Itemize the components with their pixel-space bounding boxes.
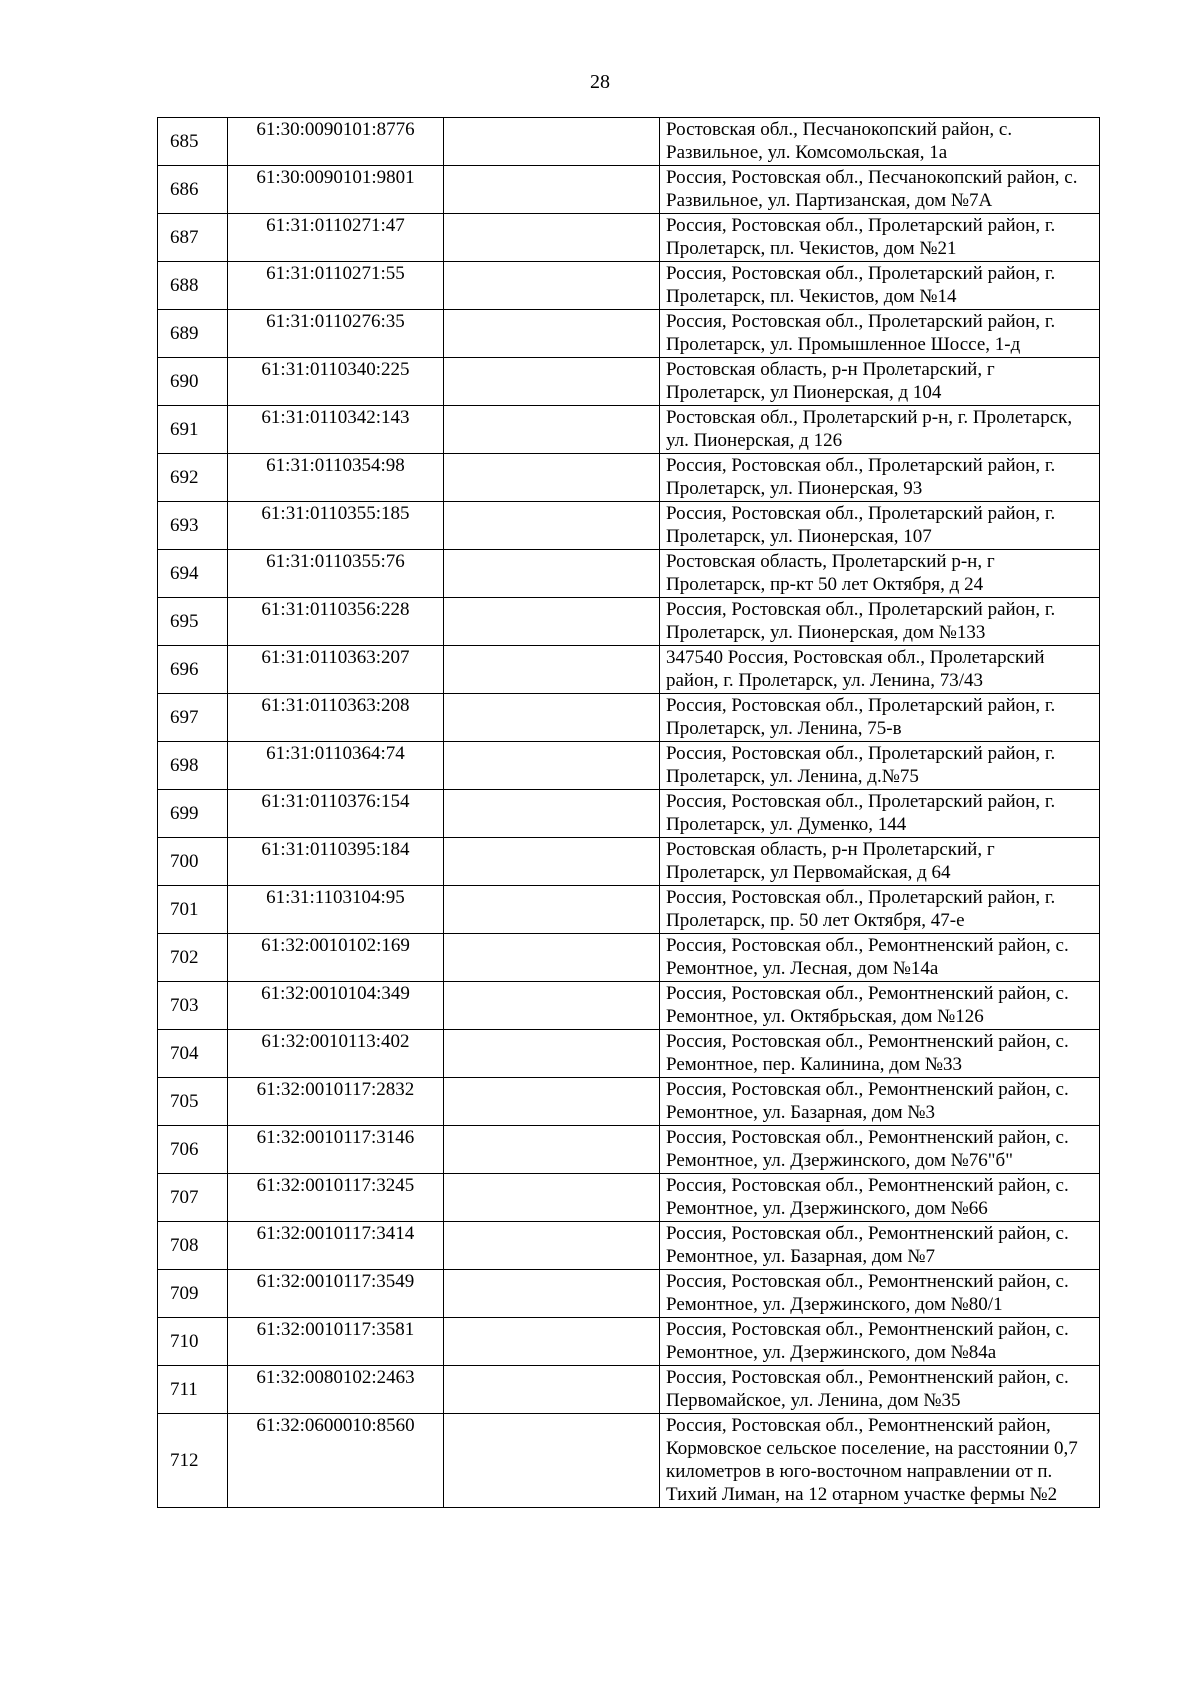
empty-cell — [444, 742, 660, 790]
row-number-cell: 709 — [158, 1270, 228, 1318]
address-cell: Россия, Ростовская обл., Ремонтненский район, с. Ремонтное, ул. Лесная, дом №14а — [660, 934, 1100, 982]
table-row — [158, 166, 1100, 214]
cadastral-number-cell: 61:32:0010117:3581 — [228, 1318, 444, 1366]
table-row — [158, 646, 1100, 694]
empty-cell — [444, 1174, 660, 1222]
table-row — [158, 1318, 1100, 1366]
empty-cell — [444, 502, 660, 550]
cadastral-number-cell: 61:31:0110355:185 — [228, 502, 444, 550]
empty-cell — [444, 886, 660, 934]
empty-cell — [444, 934, 660, 982]
address-cell: Россия, Ростовская обл., Пролетарский район, г. Пролетарск, ул. Промышленное Шоссе, 1-д — [660, 310, 1100, 358]
cadastral-number-cell: 61:32:0010104:349 — [228, 982, 444, 1030]
cadastral-number-cell: 61:30:0090101:9801 — [228, 166, 444, 214]
empty-cell — [444, 358, 660, 406]
address-cell: Россия, Ростовская обл., Пролетарский район, г. Пролетарск, ул. Ленина, 75-в — [660, 694, 1100, 742]
row-number-cell: 688 — [158, 262, 228, 310]
empty-cell — [444, 982, 660, 1030]
address-cell: Россия, Ростовская обл., Пролетарский район, г. Пролетарск, ул. Ленина, д.№75 — [660, 742, 1100, 790]
table-row — [158, 1030, 1100, 1078]
empty-cell — [444, 214, 660, 262]
row-number-cell: 698 — [158, 742, 228, 790]
empty-cell — [444, 838, 660, 886]
address-cell: Россия, Ростовская обл., Пролетарский район, г. Пролетарск, пл. Чекистов, дом №14 — [660, 262, 1100, 310]
row-number-cell: 700 — [158, 838, 228, 886]
empty-cell — [444, 550, 660, 598]
table-row — [158, 1270, 1100, 1318]
empty-cell — [444, 166, 660, 214]
address-cell: Россия, Ростовская обл., Ремонтненский район, с. Ремонтное, ул. Дзержинского, дом №66 — [660, 1174, 1100, 1222]
cadastral-number-cell: 61:31:0110363:207 — [228, 646, 444, 694]
address-cell: Ростовская область, р-н Пролетарский, г Пролетарск, ул Пионерская, д 104 — [660, 358, 1100, 406]
page-number: 28 — [590, 71, 610, 93]
empty-cell — [444, 1222, 660, 1270]
address-cell: Россия, Ростовская обл., Ремонтненский район, с. Первомайское, ул. Ленина, дом №35 — [660, 1366, 1100, 1414]
empty-cell — [444, 118, 660, 166]
row-number-cell: 701 — [158, 886, 228, 934]
table-row — [158, 454, 1100, 502]
row-number-cell: 703 — [158, 982, 228, 1030]
cadastral-number-cell: 61:31:0110271:47 — [228, 214, 444, 262]
address-cell: Россия, Ростовская обл., Ремонтненский район, с. Ремонтное, пер. Калинина, дом №33 — [660, 1030, 1100, 1078]
row-number-cell: 685 — [158, 118, 228, 166]
empty-cell — [444, 1270, 660, 1318]
cadastral-number-cell: 61:32:0010117:2832 — [228, 1078, 444, 1126]
address-cell: Россия, Ростовская обл., Пролетарский район, г. Пролетарск, пр. 50 лет Октября, 47-е — [660, 886, 1100, 934]
empty-cell — [444, 598, 660, 646]
cadastral-number-cell: 61:31:0110271:55 — [228, 262, 444, 310]
cadastral-number-cell: 61:30:0090101:8776 — [228, 118, 444, 166]
table-row — [158, 742, 1100, 790]
table-row — [158, 1414, 1100, 1508]
cadastral-number-cell: 61:32:0600010:8560 — [228, 1414, 444, 1508]
row-number-cell: 702 — [158, 934, 228, 982]
table-row — [158, 838, 1100, 886]
address-cell: Россия, Ростовская обл., Пролетарский район, г. Пролетарск, пл. Чекистов, дом №21 — [660, 214, 1100, 262]
address-cell: Россия, Ростовская обл., Ремонтненский район, с. Ремонтное, ул. Октябрьская, дом №126 — [660, 982, 1100, 1030]
row-number-cell: 699 — [158, 790, 228, 838]
address-cell: Россия, Ростовская обл., Песчанокопский район, с. Развильное, ул. Партизанская, дом №7А — [660, 166, 1100, 214]
empty-cell — [444, 646, 660, 694]
cadastral-number-cell: 61:31:0110363:208 — [228, 694, 444, 742]
address-cell: Россия, Ростовская обл., Ремонтненский район, Кормовское сельское поселение, на расстоянии 0,7 километров в юго-восточном направлении от п. Тихий Лиман, на 12 отарном участке фермы №2 — [660, 1414, 1100, 1508]
table-row — [158, 214, 1100, 262]
address-cell: Россия, Ростовская обл., Ремонтненский район, с. Ремонтное, ул. Дзержинского, дом №84а — [660, 1318, 1100, 1366]
row-number-cell: 707 — [158, 1174, 228, 1222]
address-cell: Ростовская область, Пролетарский р-н, г Пролетарск, пр-кт 50 лет Октября, д 24 — [660, 550, 1100, 598]
row-number-cell: 708 — [158, 1222, 228, 1270]
empty-cell — [444, 454, 660, 502]
table-row — [158, 934, 1100, 982]
empty-cell — [444, 1318, 660, 1366]
empty-cell — [444, 790, 660, 838]
empty-cell — [444, 262, 660, 310]
table-row — [158, 502, 1100, 550]
row-number-cell: 697 — [158, 694, 228, 742]
cadastral-number-cell: 61:32:0010117:3245 — [228, 1174, 444, 1222]
cadastral-number-cell: 61:32:0010117:3549 — [228, 1270, 444, 1318]
property-table — [157, 117, 1100, 1508]
row-number-cell: 706 — [158, 1126, 228, 1174]
address-cell: Россия, Ростовская обл., Пролетарский район, г. Пролетарск, ул. Пионерская, 93 — [660, 454, 1100, 502]
row-number-cell: 696 — [158, 646, 228, 694]
address-cell: Россия, Ростовская обл., Ремонтненский район, с. Ремонтное, ул. Дзержинского, дом №76"б" — [660, 1126, 1100, 1174]
row-number-cell: 687 — [158, 214, 228, 262]
cadastral-number-cell: 61:31:0110395:184 — [228, 838, 444, 886]
cadastral-number-cell: 61:31:0110276:35 — [228, 310, 444, 358]
row-number-cell: 689 — [158, 310, 228, 358]
table-row — [158, 790, 1100, 838]
address-cell: Россия, Ростовская обл., Пролетарский район, г. Пролетарск, ул. Пионерская, 107 — [660, 502, 1100, 550]
row-number-cell: 692 — [158, 454, 228, 502]
cadastral-number-cell: 61:31:0110356:228 — [228, 598, 444, 646]
cadastral-number-cell: 61:31:0110364:74 — [228, 742, 444, 790]
row-number-cell: 695 — [158, 598, 228, 646]
table-row — [158, 262, 1100, 310]
row-number-cell: 710 — [158, 1318, 228, 1366]
empty-cell — [444, 1366, 660, 1414]
table-row — [158, 406, 1100, 454]
address-cell: Россия, Ростовская обл., Ремонтненский район, с. Ремонтное, ул. Дзержинского, дом №80/1 — [660, 1270, 1100, 1318]
address-cell: Россия, Ростовская обл., Пролетарский район, г. Пролетарск, ул. Пионерская, дом №133 — [660, 598, 1100, 646]
empty-cell — [444, 1030, 660, 1078]
address-cell: Ростовская область, р-н Пролетарский, г Пролетарск, ул Первомайская, д 64 — [660, 838, 1100, 886]
empty-cell — [444, 1126, 660, 1174]
cadastral-number-cell: 61:31:1103104:95 — [228, 886, 444, 934]
cadastral-number-cell: 61:31:0110340:225 — [228, 358, 444, 406]
empty-cell — [444, 406, 660, 454]
table-row — [158, 982, 1100, 1030]
row-number-cell: 694 — [158, 550, 228, 598]
row-number-cell: 691 — [158, 406, 228, 454]
address-cell: Россия, Ростовская обл., Ремонтненский район, с. Ремонтное, ул. Базарная, дом №3 — [660, 1078, 1100, 1126]
row-number-cell: 686 — [158, 166, 228, 214]
table-row — [158, 886, 1100, 934]
cadastral-number-cell: 61:32:0010117:3146 — [228, 1126, 444, 1174]
empty-cell — [444, 1414, 660, 1508]
cadastral-number-cell: 61:32:0010117:3414 — [228, 1222, 444, 1270]
table-row — [158, 358, 1100, 406]
cadastral-number-cell: 61:31:0110355:76 — [228, 550, 444, 598]
table-row — [158, 118, 1100, 166]
table-row — [158, 1174, 1100, 1222]
row-number-cell: 711 — [158, 1366, 228, 1414]
address-cell: Ростовская обл., Песчанокопский район, с. Развильное, ул. Комсомольская, 1а — [660, 118, 1100, 166]
table-row — [158, 310, 1100, 358]
address-cell: Ростовская обл., Пролетарский р-н, г. Пролетарск, ул. Пионерская, д 126 — [660, 406, 1100, 454]
cadastral-number-cell: 61:32:0010113:402 — [228, 1030, 444, 1078]
empty-cell — [444, 1078, 660, 1126]
row-number-cell: 704 — [158, 1030, 228, 1078]
row-number-cell: 705 — [158, 1078, 228, 1126]
property-table-body — [158, 118, 1100, 1508]
empty-cell — [444, 694, 660, 742]
cadastral-number-cell: 61:31:0110354:98 — [228, 454, 444, 502]
table-row — [158, 1078, 1100, 1126]
table-row — [158, 598, 1100, 646]
table-row — [158, 694, 1100, 742]
table-row — [158, 1222, 1100, 1270]
cadastral-number-cell: 61:31:0110376:154 — [228, 790, 444, 838]
address-cell: 347540 Россия, Ростовская обл., Пролетарский район, г. Пролетарск, ул. Ленина, 73/43 — [660, 646, 1100, 694]
cadastral-number-cell: 61:32:0080102:2463 — [228, 1366, 444, 1414]
table-row — [158, 550, 1100, 598]
cadastral-number-cell: 61:32:0010102:169 — [228, 934, 444, 982]
table-row — [158, 1126, 1100, 1174]
cadastral-number-cell: 61:31:0110342:143 — [228, 406, 444, 454]
row-number-cell: 693 — [158, 502, 228, 550]
row-number-cell: 712 — [158, 1414, 228, 1508]
table-row — [158, 1366, 1100, 1414]
row-number-cell: 690 — [158, 358, 228, 406]
address-cell: Россия, Ростовская обл., Пролетарский район, г. Пролетарск, ул. Думенко, 144 — [660, 790, 1100, 838]
empty-cell — [444, 310, 660, 358]
address-cell: Россия, Ростовская обл., Ремонтненский район, с. Ремонтное, ул. Базарная, дом №7 — [660, 1222, 1100, 1270]
